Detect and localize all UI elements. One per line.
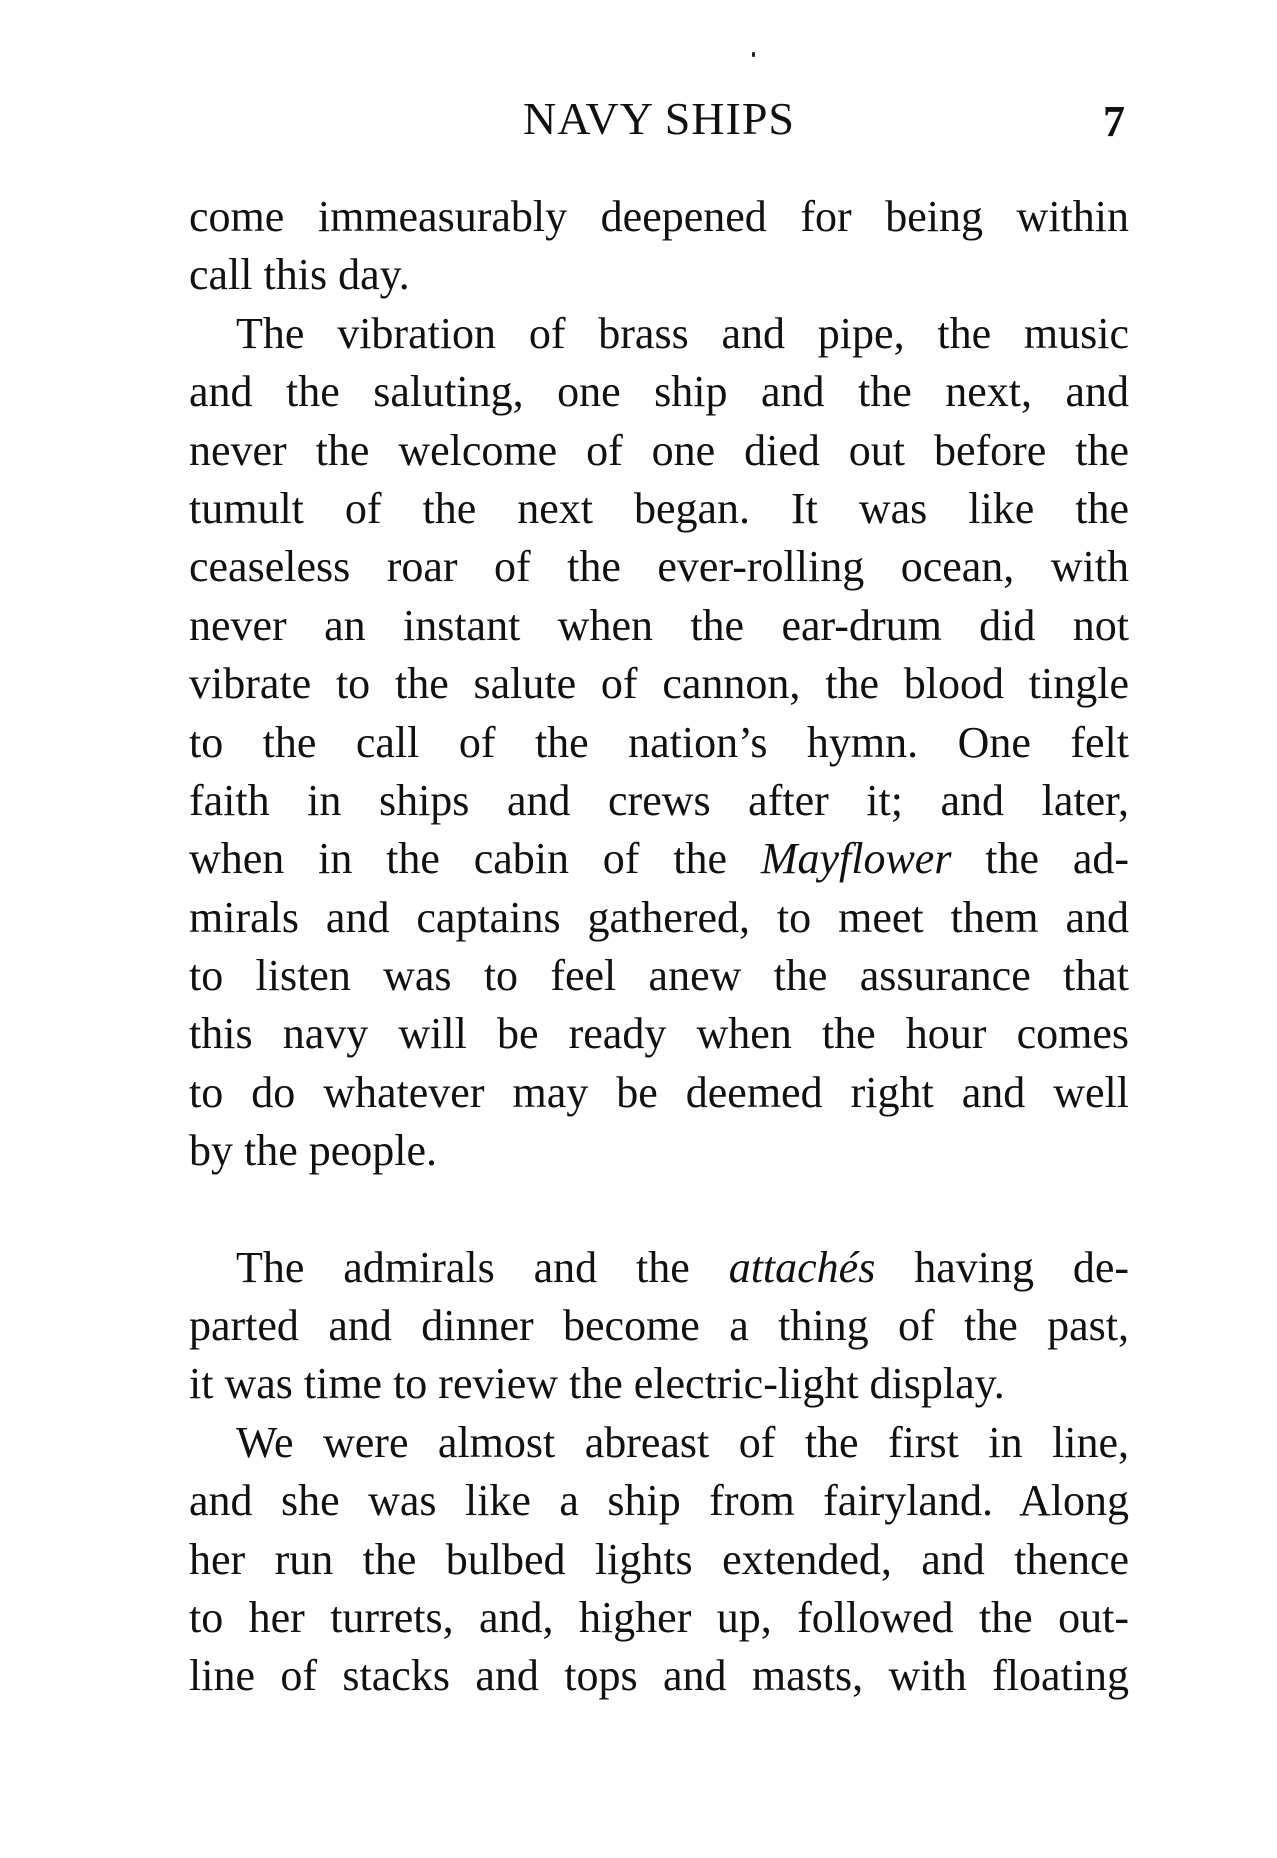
running-title: NAVY SHIPS bbox=[522, 93, 796, 144]
paragraph bbox=[189, 305, 1129, 1181]
text-line: by the people. bbox=[189, 1126, 438, 1176]
text-line: her run the bulbed lights extended, and thence bbox=[189, 1534, 1129, 1584]
text-line: faith in ships and crews after it; and later, bbox=[189, 775, 1129, 825]
text-line: ceaseless roar of the ever-rolling ocean, with bbox=[189, 542, 1129, 592]
section-break bbox=[189, 1181, 1129, 1239]
text-line: this navy will be ready when the hour comes bbox=[189, 1009, 1129, 1059]
ship-name-italic: Mayflower bbox=[760, 834, 952, 884]
text-line: never the welcome of one died out before the bbox=[189, 425, 1129, 475]
text-line bbox=[189, 1239, 1129, 1297]
text-line: line of stacks and tops and masts, with floating bbox=[189, 1651, 1129, 1701]
text-line: never an instant when the ear-drum did not bbox=[189, 600, 1129, 650]
paragraph bbox=[189, 1414, 1129, 1706]
text-line: to the call of the nation’s hymn. One felt bbox=[189, 717, 1129, 767]
text-line: We were almost abreast of the first in line, bbox=[236, 1417, 1129, 1467]
text-line: and she was like a ship from fairyland. Along bbox=[189, 1476, 1129, 1526]
text-segment: when in the cabin of the bbox=[189, 834, 761, 884]
text-line: to do whatever may be deemed right and well bbox=[189, 1067, 1129, 1117]
text-line: parted and dinner become a thing of the past, bbox=[189, 1301, 1129, 1351]
text-line: The vibration of brass and pipe, the music bbox=[236, 308, 1129, 358]
body-text bbox=[189, 188, 1129, 1706]
text-line: it was time to review the electric-light display. bbox=[189, 1359, 1005, 1409]
text-line: vibrate to the salute of cannon, the blood tingle bbox=[189, 659, 1129, 709]
text-segment: the ad- bbox=[951, 834, 1129, 884]
italic-word: attachés bbox=[728, 1242, 876, 1292]
page-header bbox=[189, 92, 1129, 152]
text-segment: having de- bbox=[875, 1242, 1130, 1292]
text-line: to listen was to feel anew the assurance that bbox=[189, 951, 1129, 1001]
text-segment: The admirals and the bbox=[236, 1242, 729, 1292]
text-line: to her turrets, and, higher up, followed the out- bbox=[189, 1592, 1129, 1642]
paragraph bbox=[189, 1239, 1129, 1414]
text-line: and the saluting, one ship and the next, and bbox=[189, 367, 1129, 417]
text-line: mirals and captains gathered, to meet them and bbox=[189, 892, 1129, 942]
text-line: come immeasurably deepened for being within bbox=[189, 192, 1129, 241]
paragraph bbox=[189, 188, 1129, 305]
text-line bbox=[189, 830, 1129, 888]
print-speck bbox=[752, 52, 755, 57]
page-number: 7 bbox=[1103, 97, 1125, 146]
text-line: call this day. bbox=[189, 250, 410, 300]
text-line: tumult of the next began. It was like the bbox=[189, 483, 1129, 533]
